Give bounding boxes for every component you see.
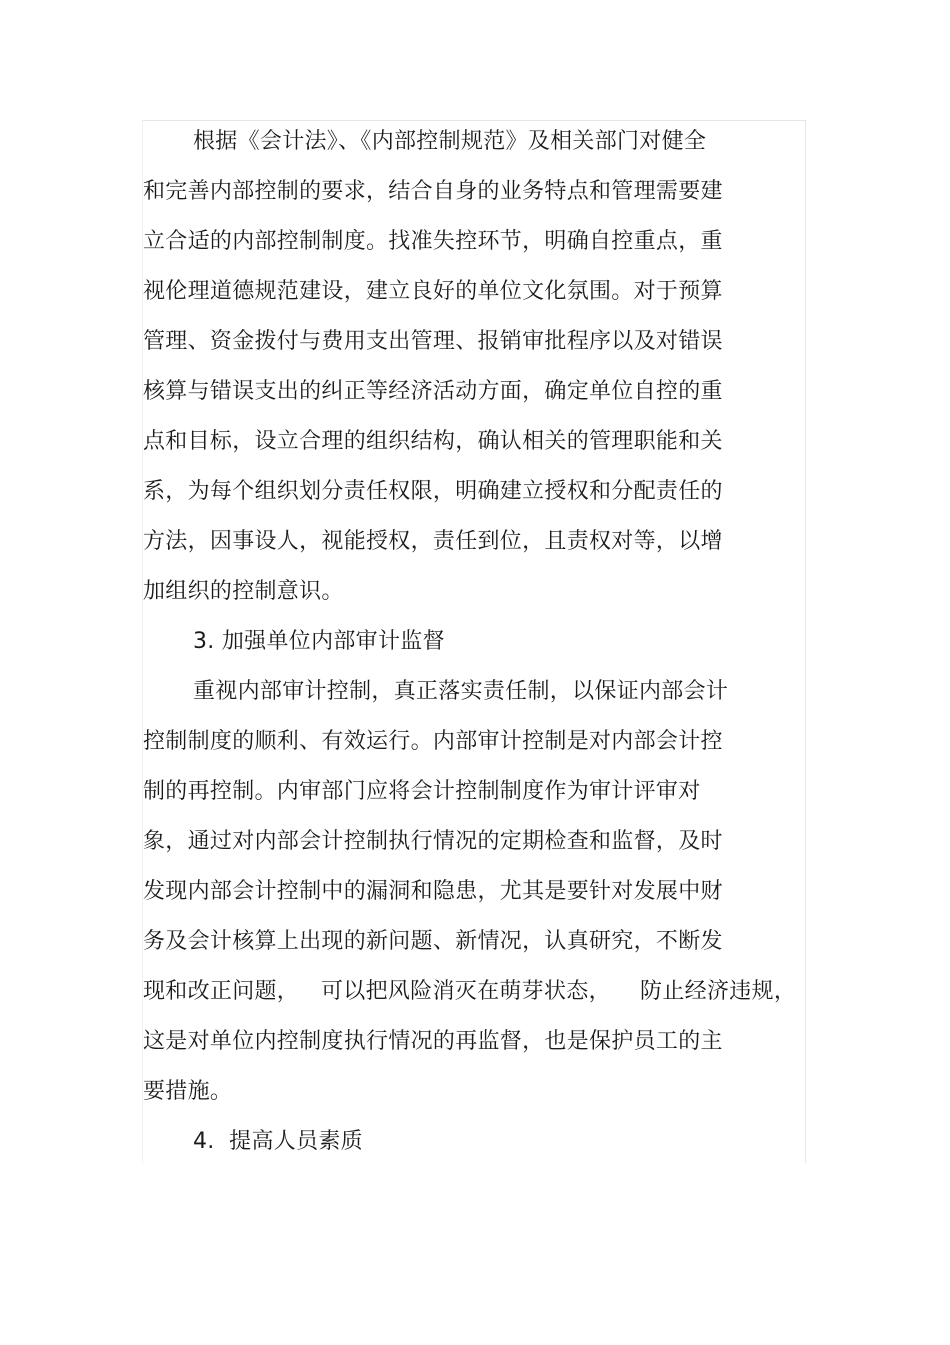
paragraph-line: 点和目标，设立合理的组织结构，确认相关的管理职能和关 [143,429,723,454]
paragraph-line: 重视内部审计控制，真正落实责任制，以保证内部会计 [193,679,729,704]
paragraph-line: 象，通过对内部会计控制执行情况的定期检查和监督，及时 [143,829,723,854]
paragraph-line: 核算与错误支出的纠正等经济活动方面，确定单位自控的重 [143,379,723,404]
section-heading: 3. 加强单位内部审计监督 [193,629,445,654]
paragraph-line: 控制制度的顺利、有效运行。内部审计控制是对内部会计控 [143,729,723,754]
paragraph-line: 加组织的控制意识。 [143,579,344,604]
paragraph-line: 制的再控制。内审部门应将会计控制制度作为审计评审对 [143,779,701,804]
paragraph-line: 这是对单位内控制度执行情况的再监督，也是保护员工的主 [143,1029,723,1054]
paragraph-line: 方法，因事设人，视能授权，责任到位，且责权对等，以增 [143,529,723,554]
paragraph-line: 管理、资金拨付与费用支出管理、报销审批程序以及对错误 [143,329,723,354]
paragraph-line: 发现内部会计控制中的漏洞和隐患，尤其是要针对发展中财 [143,879,723,904]
paragraph-line: 务及会计核算上出现的新问题、新情况，认真研究，不断发 [143,929,723,954]
section-heading: 4. 提高人员素质 [193,1129,363,1154]
paragraph-line: 立合适的内部控制制度。找准失控环节，明确自控重点，重 [143,229,723,254]
paragraph-line: 现和改正问题， 可以把风险消灭在萌芽状态， 防止经济违规， [143,979,797,1004]
paragraph-line: 和完善内部控制的要求，结合自身的业务特点和管理需要建 [143,179,723,204]
paragraph-line: 视伦理道德规范建设，建立良好的单位文化氛围。对于预算 [143,279,723,304]
paragraph-line: 根据《会计法》、《内部控制规范》及相关部门对健全 [193,129,707,154]
paragraph-line: 要措施。 [143,1079,233,1104]
paragraph-line: 系，为每个组织划分责任权限，明确建立授权和分配责任的 [143,479,723,504]
